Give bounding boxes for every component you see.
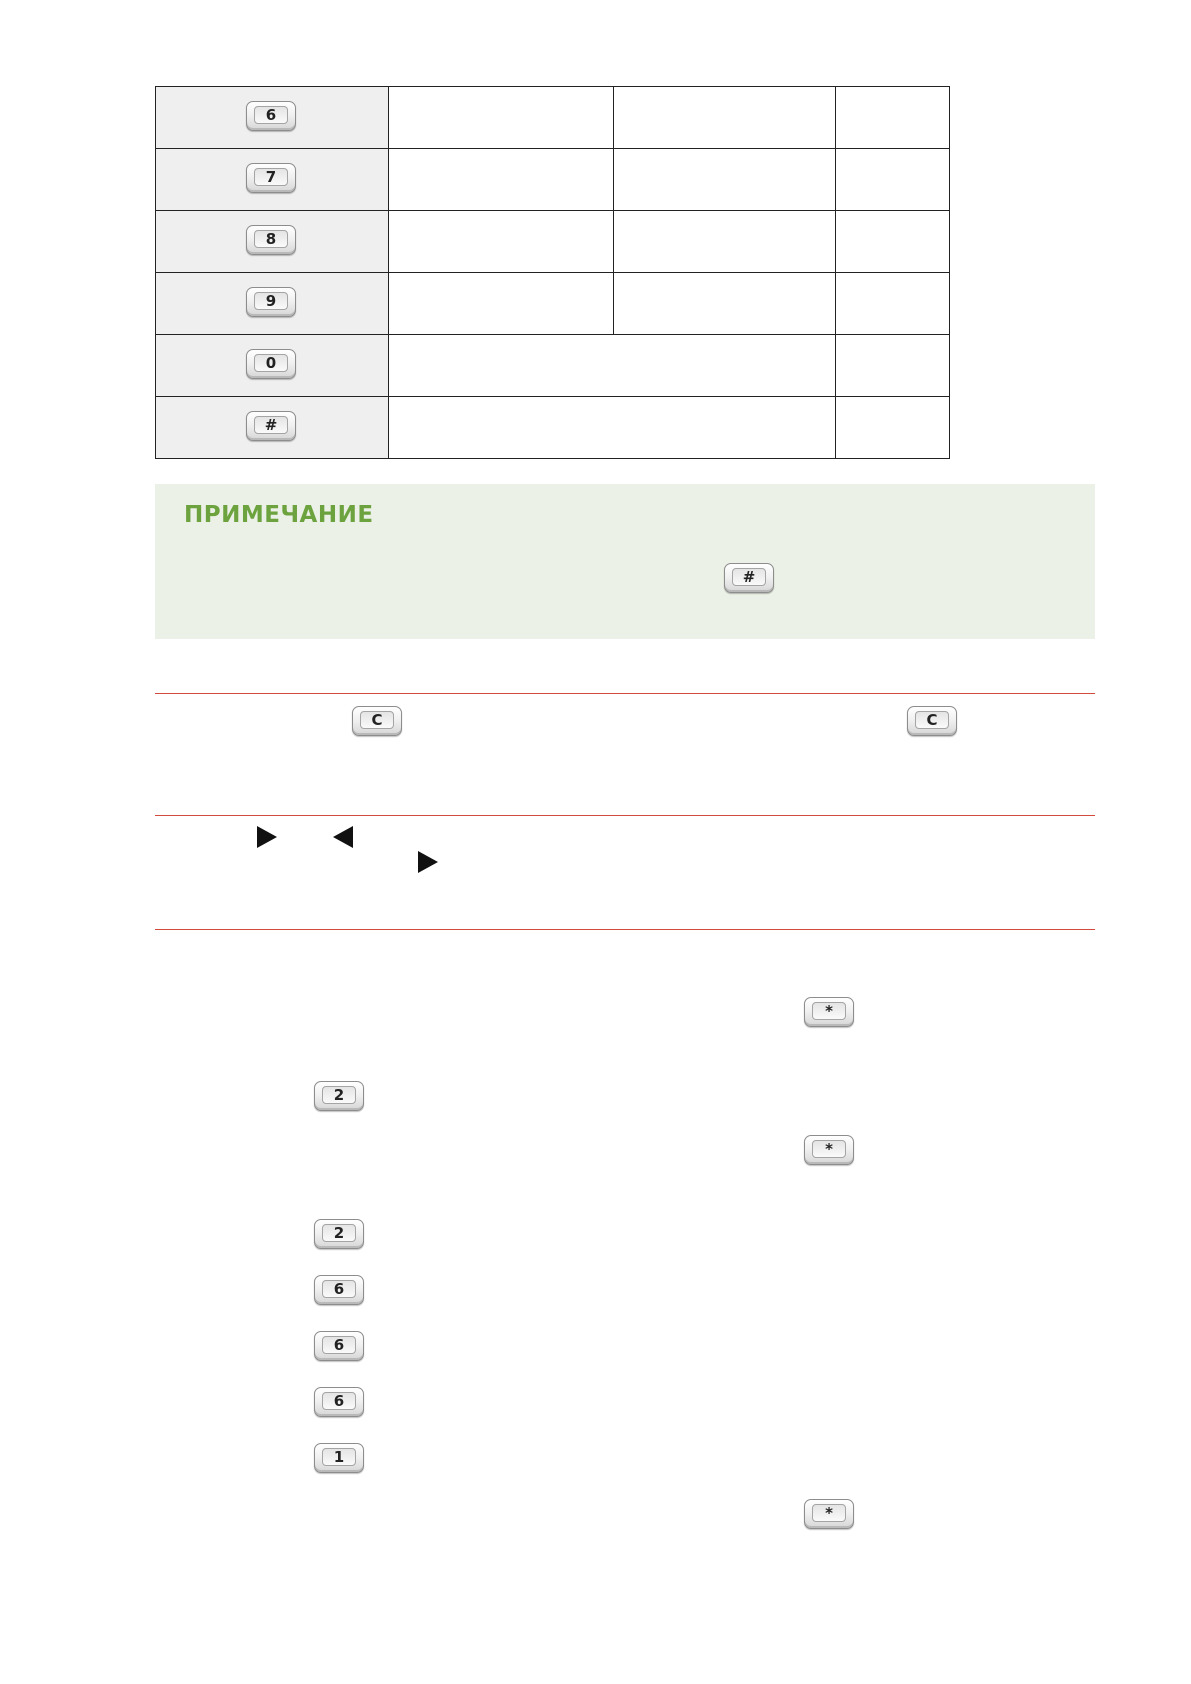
mode-cell	[389, 335, 836, 397]
key-label: 1	[333, 1448, 345, 1466]
key-cell	[156, 273, 389, 335]
table-row	[156, 397, 950, 459]
note-title: ПРИМЕЧАНИЕ	[184, 502, 374, 528]
key-label: 0	[265, 354, 277, 372]
mode-cell	[836, 335, 950, 397]
mode-cell	[389, 149, 614, 211]
key-label: 9	[265, 292, 277, 310]
key-6-button	[314, 1331, 364, 1361]
key-label: C	[926, 711, 938, 729]
key-6-button	[314, 1275, 364, 1305]
key-9-button	[246, 287, 296, 317]
mode-cell	[389, 211, 614, 273]
key-label: 2	[333, 1224, 345, 1242]
key-label: 6	[333, 1280, 345, 1298]
key-cell	[156, 87, 389, 149]
key-2-button	[314, 1219, 364, 1249]
key-label: 6	[265, 106, 277, 124]
mode-cell	[614, 149, 836, 211]
mode-cell	[614, 273, 836, 335]
key-2-button	[314, 1081, 364, 1111]
key-label: *	[825, 1504, 833, 1522]
key-label: #	[742, 568, 756, 586]
mode-cell	[836, 397, 950, 459]
key-label: 8	[265, 230, 277, 248]
mode-cell	[389, 397, 836, 459]
table-row	[156, 335, 950, 397]
key-6-button	[246, 101, 296, 131]
key-clear-button	[907, 706, 957, 736]
table-row	[156, 149, 950, 211]
mode-cell	[836, 87, 950, 149]
arrow-left-icon	[333, 826, 353, 848]
table-row	[156, 273, 950, 335]
section-divider	[155, 929, 1095, 930]
table-row	[156, 211, 950, 273]
note-box	[155, 484, 1095, 639]
mode-cell	[836, 211, 950, 273]
section-divider	[155, 693, 1095, 694]
key-clear-button	[352, 706, 402, 736]
key-label: 6	[333, 1392, 345, 1410]
mode-cell	[614, 211, 836, 273]
key-asterisk-button	[804, 1499, 854, 1529]
key-7-button	[246, 163, 296, 193]
section-divider	[155, 815, 1095, 816]
key-cell	[156, 397, 389, 459]
key-label: 7	[265, 168, 277, 186]
key-label: C	[371, 711, 383, 729]
key-hash-button	[246, 411, 296, 441]
table-row	[156, 87, 950, 149]
mode-cell	[389, 87, 614, 149]
key-label: 6	[333, 1336, 345, 1354]
key-asterisk-button	[804, 997, 854, 1027]
key-label: #	[264, 416, 278, 434]
key-1-button	[314, 1443, 364, 1473]
mode-cell	[836, 149, 950, 211]
key-label: *	[825, 1002, 833, 1020]
arrow-right-icon	[257, 826, 277, 848]
key-cell	[156, 211, 389, 273]
key-0-button	[246, 349, 296, 379]
key-asterisk-button	[804, 1135, 854, 1165]
key-8-button	[246, 225, 296, 255]
key-label: 2	[333, 1086, 345, 1104]
mode-cell	[614, 87, 836, 149]
mode-cell	[836, 273, 950, 335]
key-cell	[156, 335, 389, 397]
key-cell	[156, 149, 389, 211]
key-6-button	[314, 1387, 364, 1417]
key-label: *	[825, 1140, 833, 1158]
mode-cell	[389, 273, 614, 335]
arrow-right-icon	[418, 851, 438, 873]
key-character-table	[155, 86, 950, 459]
key-hash-button	[724, 563, 774, 593]
